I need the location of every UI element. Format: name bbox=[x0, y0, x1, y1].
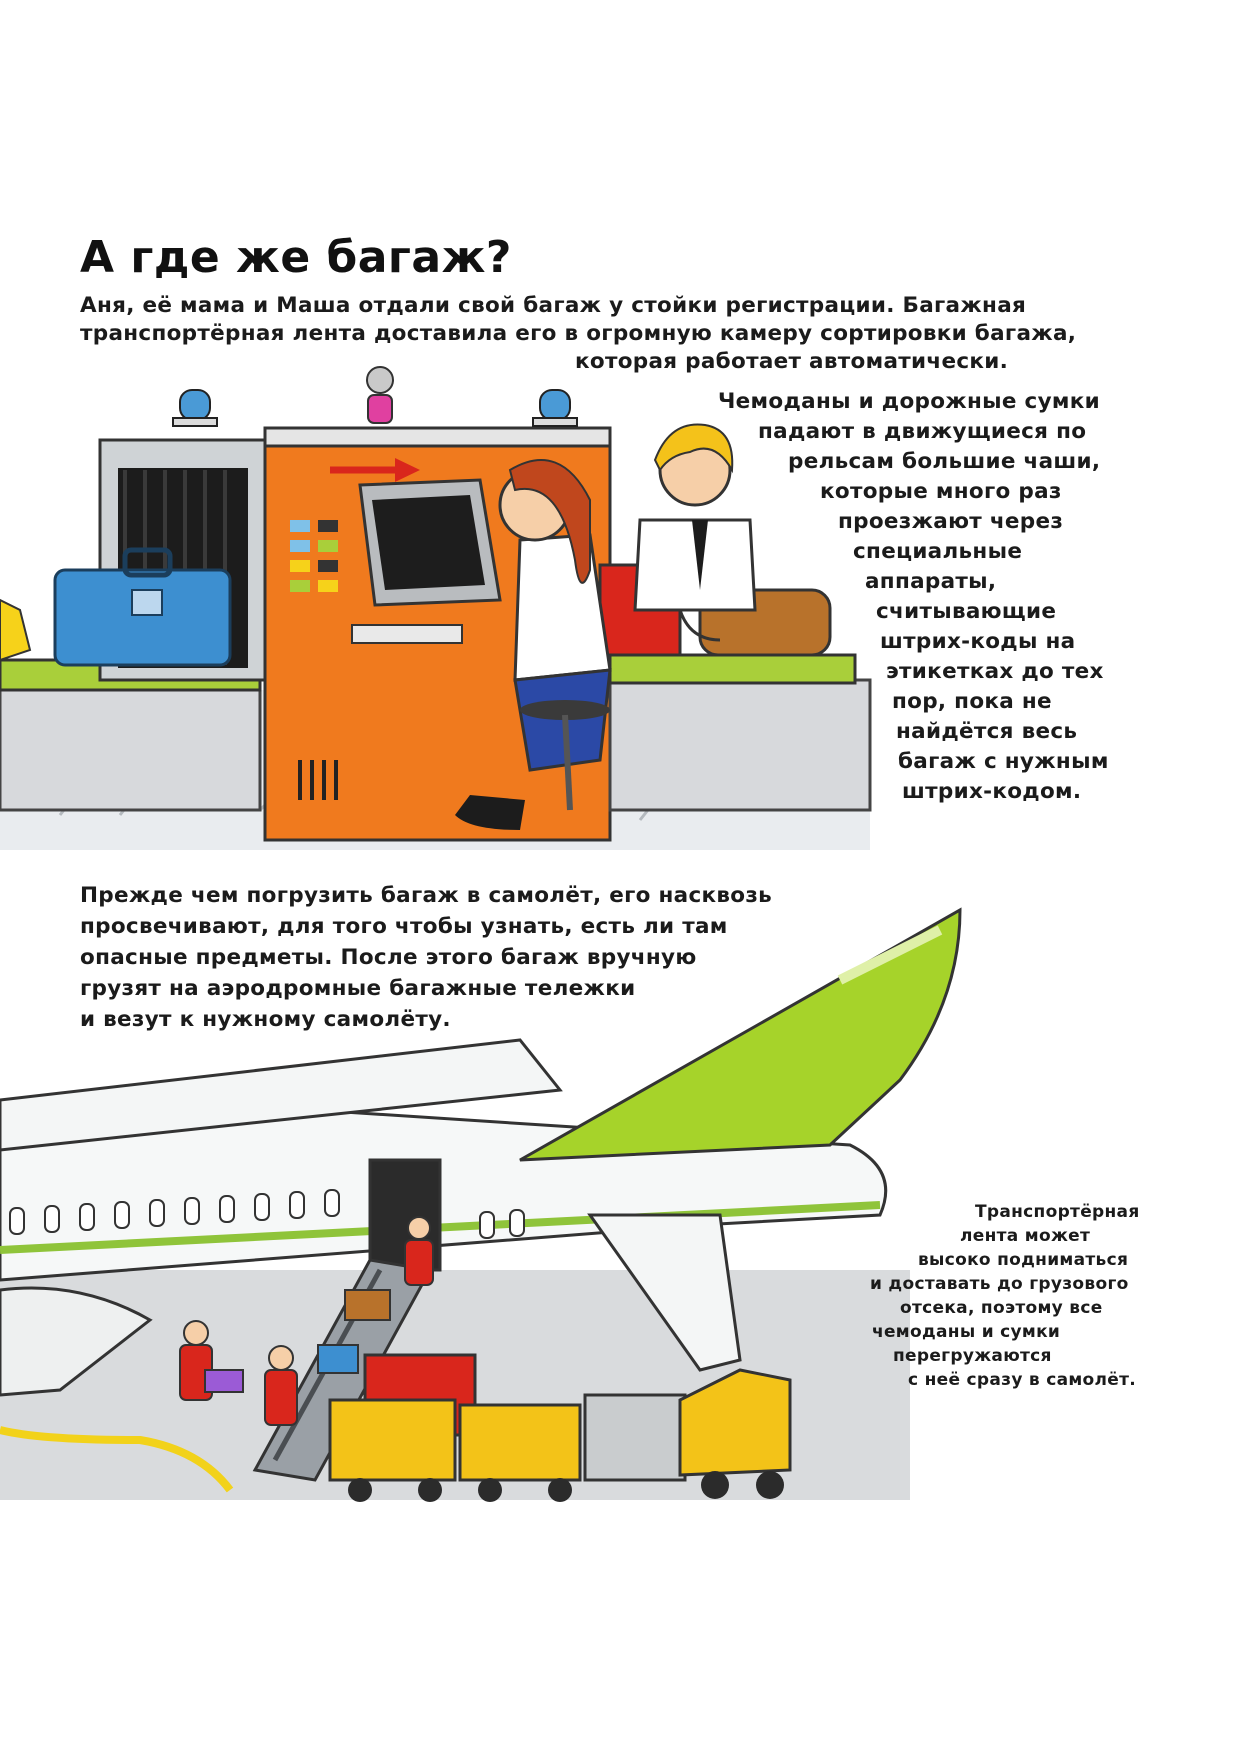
belt-line: лента может bbox=[960, 1226, 1091, 1246]
xray-line: опасные предметы. После этого багаж вручную bbox=[80, 945, 697, 970]
belt-line: перегружаются bbox=[893, 1346, 1052, 1366]
xray-line: грузят на аэродромные багажные тележки bbox=[80, 976, 636, 1001]
sorting-line: считывающие bbox=[876, 599, 1057, 624]
belt-line: чемоданы и сумки bbox=[872, 1322, 1061, 1342]
sorting-line: найдётся весь bbox=[896, 719, 1078, 744]
sorting-line: падают в движущиеся по bbox=[758, 419, 1087, 444]
sorting-line: багаж с нужным bbox=[898, 749, 1109, 774]
belt-line: высоко подниматься bbox=[918, 1250, 1129, 1270]
belt-line: Транспортёрная bbox=[975, 1202, 1140, 1222]
sorting-line: штрих-кодом. bbox=[902, 779, 1082, 804]
sorting-line: пор, пока не bbox=[892, 689, 1052, 714]
sorting-line: этикетках до тех bbox=[886, 659, 1104, 684]
sorting-line: специальные bbox=[853, 539, 1023, 564]
intro-line: которая работает автоматически. bbox=[575, 349, 1009, 374]
xray-line: Прежде чем погрузить багаж в самолёт, его насквозь bbox=[80, 883, 773, 908]
sorting-line: аппараты, bbox=[865, 569, 997, 594]
page-title: А где же багаж? bbox=[80, 232, 512, 283]
sorting-line: Чемоданы и дорожные сумки bbox=[718, 389, 1101, 414]
sorting-line: штрих-коды на bbox=[880, 629, 1076, 654]
sorting-line: рельсам большие чаши, bbox=[788, 449, 1101, 474]
sorting-illustration bbox=[0, 367, 870, 850]
sorting-line: проезжают через bbox=[838, 509, 1064, 534]
intro-line: транспортёрная лента доставила его в огромную камеру сортировки багажа, bbox=[80, 321, 1077, 346]
belt-line: отсека, поэтому все bbox=[900, 1298, 1103, 1318]
belt-line: с неё сразу в самолёт. bbox=[908, 1370, 1137, 1390]
intro-line: Аня, её мама и Маша отдали свой багаж у стойки регистрации. Багажная bbox=[80, 293, 1027, 318]
belt-line: и доставать до грузового bbox=[870, 1274, 1129, 1294]
xray-paragraph bbox=[80, 880, 800, 1035]
sorting-line: которые много раз bbox=[820, 479, 1062, 504]
intro-paragraph bbox=[80, 292, 1080, 376]
xray-line: просвечивают, для того чтобы узнать, есть ли там bbox=[80, 914, 728, 939]
xray-line: и везут к нужному самолёту. bbox=[80, 1007, 451, 1032]
